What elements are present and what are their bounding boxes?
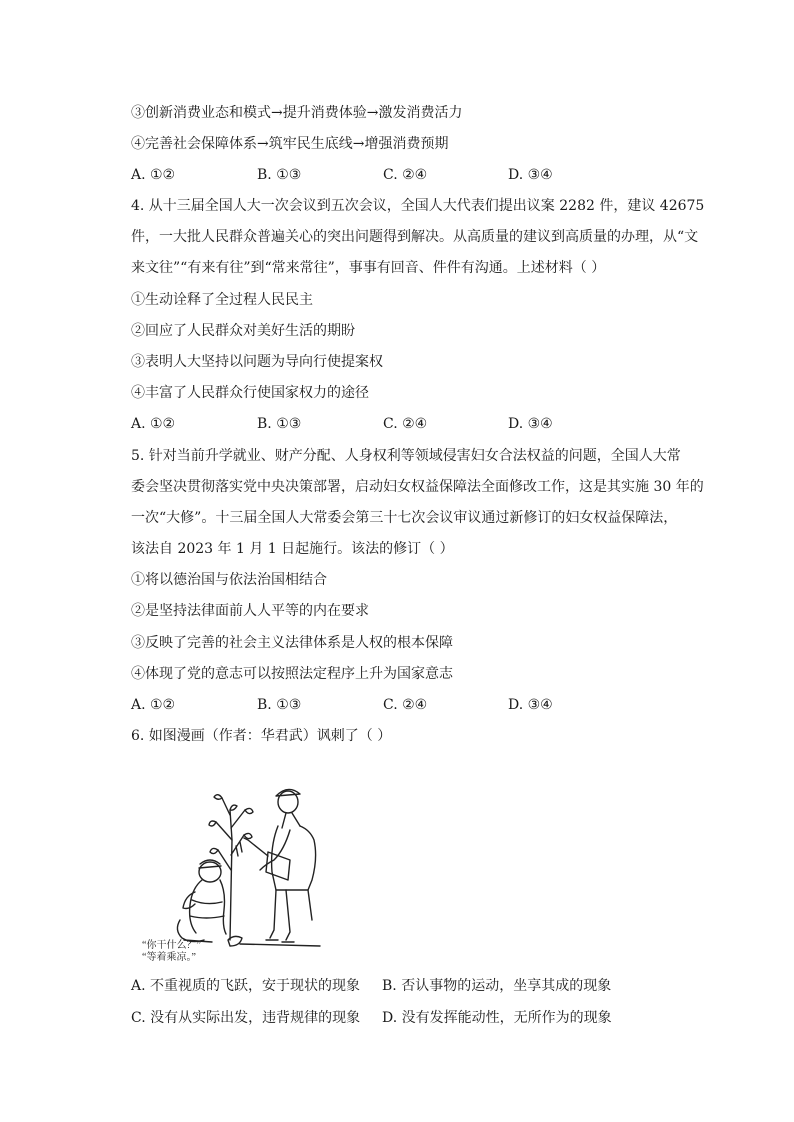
q5-item-1: ①将以德治国与依法治国相结合 (131, 572, 327, 588)
cartoon-drawing (140, 780, 340, 962)
cartoon-illustration (140, 780, 340, 962)
q6-option-a[interactable]: A. 不重视质的飞跃，安于现状的现象 (131, 978, 361, 994)
q5-stem-line-4: 该法自 2023 年 1 月 1 日起施行。该法的修订（ ） (131, 541, 454, 557)
q5-option-a[interactable]: A. ①② (131, 697, 176, 713)
q5-stem-line-3: 一次“大修”。十三届全国人大常委会第三十七次会议审议通过新修订的妇女权益保障法， (131, 510, 678, 526)
q4-stem-line-1: 4. 从十三届全国人大一次会议到五次会议，全国人大代表们提出议案 2282 件，建议 42675 (131, 198, 705, 214)
q3-item-3: ③创新消费业态和模式→提升消费体验→激发消费活力 (131, 105, 463, 121)
q4-option-c[interactable]: C. ②④ (383, 416, 428, 432)
q3-option-d[interactable]: D. ③④ (508, 167, 553, 183)
q5-item-2: ②是坚持法律面前人人平等的内在要求 (131, 603, 369, 619)
q4-item-2: ②回应了人民群众对美好生活的期盼 (131, 323, 355, 339)
q5-item-4: ④体现了党的意志可以按照法定程序上升为国家意志 (131, 666, 453, 682)
q3-option-b[interactable]: B. ①③ (257, 167, 302, 183)
cartoon-caption-2: “等着乘凉。” (142, 952, 196, 962)
q6-option-c[interactable]: C. 没有从实际出发，违背规律的现象 (131, 1010, 361, 1026)
q5-option-d[interactable]: D. ③④ (508, 697, 553, 713)
q5-stem-line-2: 委会坚决贯彻落实党中央决策部署，启动妇女权益保障法全面修改工作，这是其实施 30 年的 (131, 479, 704, 495)
q4-stem-line-2: 件，一大批人民群众普遍关心的突出问题得到解决。从高质量的建议到高质量的办理，从“文 (131, 229, 699, 245)
q3-item-4: ④完善社会保障体系→筑牢民生底线→增强消费预期 (131, 136, 449, 152)
q5-option-b[interactable]: B. ①③ (257, 697, 302, 713)
q4-option-a[interactable]: A. ①② (131, 416, 176, 432)
q6-stem: 6. 如图漫画（作者：华君武）讽刺了（ ） (131, 728, 392, 744)
q4-stem-line-3: 来文往”“有来有往”到“常来常往”，事事有回音、件件有沟通。上述材料（ ） (131, 260, 606, 276)
q4-item-4: ④丰富了人民群众行使国家权力的途径 (131, 385, 369, 401)
q6-option-d[interactable]: D. 没有发挥能动性，无所作为的现象 (382, 1010, 612, 1026)
q5-stem-line-1: 5. 针对当前升学就业、财产分配、人身权利等领域侵害妇女合法权益的问题，全国人大常 (131, 448, 681, 464)
q6-option-b[interactable]: B. 否认事物的运动，坐享其成的现象 (382, 978, 612, 994)
q3-option-c[interactable]: C. ②④ (383, 167, 428, 183)
q4-option-b[interactable]: B. ①③ (257, 416, 302, 432)
q4-option-d[interactable]: D. ③④ (508, 416, 553, 432)
q4-item-3: ③表明人大坚持以问题为导向行使提案权 (131, 354, 383, 370)
q4-item-1: ①生动诠释了全过程人民民主 (131, 292, 313, 308)
q5-option-c[interactable]: C. ②④ (383, 697, 428, 713)
cartoon-caption-1: “你干什么？” (142, 940, 201, 951)
q3-option-a[interactable]: A. ①② (131, 167, 176, 183)
q5-item-3: ③反映了完善的社会主义法律体系是人权的根本保障 (131, 635, 453, 651)
